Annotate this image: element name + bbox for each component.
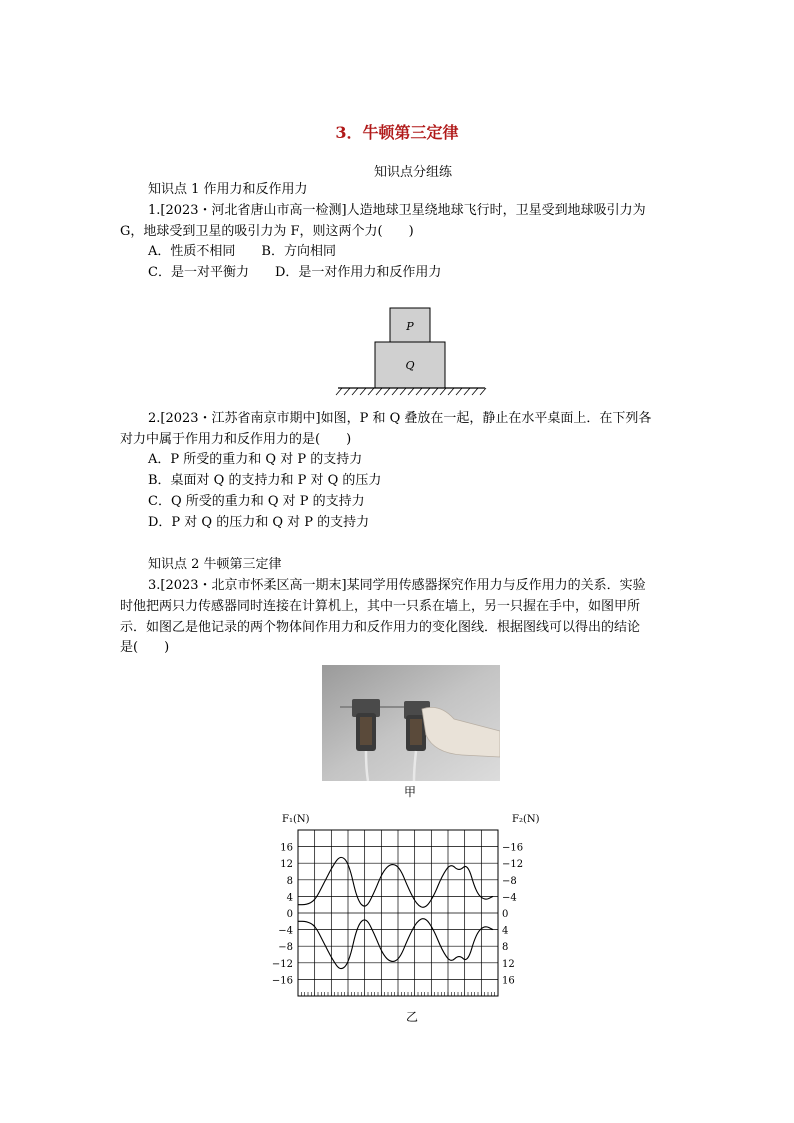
block-p-label: P (406, 320, 414, 333)
chart-tick-label-right: 0 (502, 909, 509, 920)
chart-tick-label-left: −8 (278, 942, 293, 954)
chart-tick-label-right: −12 (502, 859, 524, 871)
question-1-options-ab: A．性质不相同 B．方向相同 (148, 244, 336, 259)
question-3-line-4: 是( ) (120, 640, 170, 655)
chart-tick-label-right: −8 (502, 875, 517, 887)
chart-tick-label-left: −12 (271, 958, 293, 970)
chart-series-line-1 (298, 857, 493, 907)
question-3-line-2: 时他把两只力传感器同时连接在计算机上，其中一只系在墙上，另一只握在手中，如图甲所 (120, 599, 641, 614)
photo-caption: 甲 (404, 785, 417, 799)
chart-tick-label-left: −16 (271, 975, 293, 987)
chart-tick-label-right: 4 (502, 925, 509, 937)
chart-caption: 乙 (406, 1010, 419, 1024)
chart-right-ticks (502, 843, 523, 987)
section-heading-1: 知识点 1 作用力和反作用力 (148, 182, 308, 197)
chart-tick-label-left: 16 (280, 842, 293, 854)
section-heading-2: 知识点 2 牛顿第三定律 (148, 557, 282, 572)
question-1-line-1: 1.[2023・河北省唐山市高一检测]人造地球卫星绕地球飞行时，卫星受到地球吸引力为 (148, 203, 646, 218)
chart-tick-label-right: 12 (502, 958, 515, 970)
question-2-line-1: 2.[2023・江苏省南京市期中]如图，P 和 Q 叠放在一起，静止在水平桌面上．在下列各 (148, 411, 652, 426)
question-2-option-a: A．P 所受的重力和 Q 对 P 的支持力 (148, 452, 363, 467)
force-chart (268, 808, 558, 1008)
question-2-line-2: 对力中属于作用力和反作用力的是( ) (120, 432, 352, 447)
table-hatching (336, 388, 486, 395)
chart-tick-label-left: 12 (280, 859, 293, 871)
chart-tick-label-left: 4 (286, 892, 293, 904)
chart-tick-label-left: 8 (286, 875, 293, 887)
stacked-blocks-figure (330, 300, 490, 400)
chart-tick-label-right: 16 (502, 975, 515, 987)
question-1-options-cd: C．是一对平衡力 D．是一对作用力和反作用力 (148, 265, 442, 280)
force-sensor-photo (322, 665, 500, 781)
question-3-line-1: 3.[2023・北京市怀柔区高一期末]某同学用传感器探究作用力与反作用力的关系．实验 (148, 578, 646, 593)
chart-tick-label-right: −16 (502, 842, 524, 854)
question-2-option-d: D．P 对 Q 的压力和 Q 对 P 的支持力 (148, 515, 370, 530)
chart-ylabel-left: F₁(N) (282, 814, 310, 825)
question-2-option-c: C．Q 所受的重力和 Q 对 P 的支持力 (148, 494, 365, 509)
chart-ylabel-right: F₂(N) (512, 814, 540, 825)
chart-left-ticks (272, 843, 293, 987)
chart-tick-label-left: 0 (286, 909, 293, 920)
page-title: 3．牛顿第三定律 (335, 123, 459, 142)
chart-tick-label-right: 8 (502, 942, 509, 954)
page-subtitle: 知识点分组练 (373, 165, 452, 180)
chart-tick-label-right: −4 (502, 892, 517, 904)
question-1-line-2: G，地球受到卫星的吸引力为 F，则这两个力( ) (120, 224, 414, 239)
question-2-option-b: B．桌面对 Q 的支持力和 P 对 Q 的压力 (148, 473, 382, 488)
block-q-label: Q (405, 359, 415, 372)
chart-tick-label-left: −4 (278, 925, 293, 937)
question-3-line-3: 示．如图乙是他记录的两个物体间作用力和反作用力的变化图线．根据图线可以得出的结论 (120, 620, 641, 635)
chart-series-line-2 (298, 919, 493, 969)
chart-grid (298, 830, 498, 996)
